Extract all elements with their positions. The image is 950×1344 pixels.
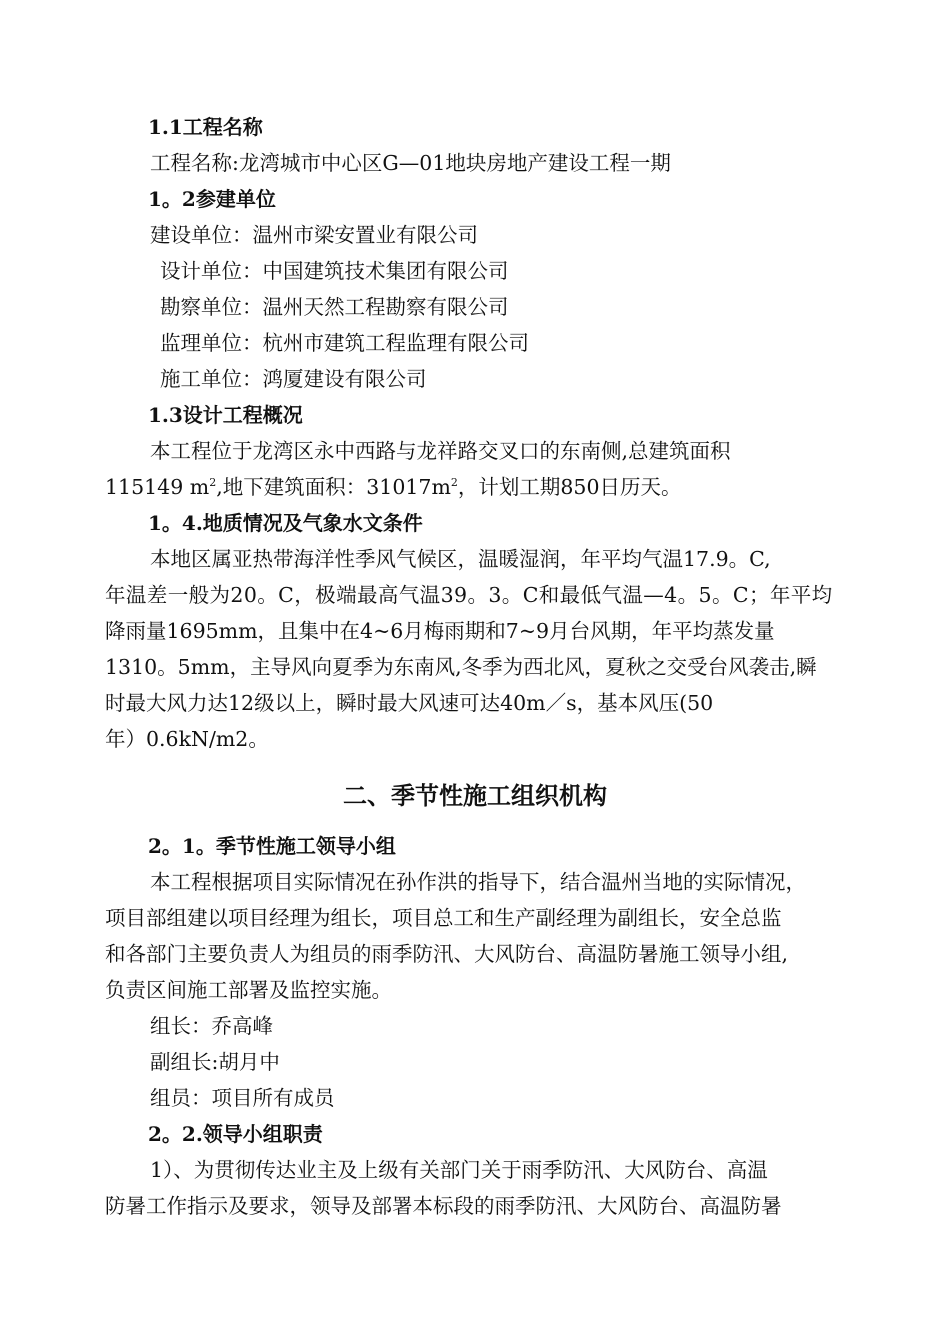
team-paragraph-line-1: 本工程根据项目实际情况在孙作洪的指导下，结合温州当地的实际情况， (150, 870, 806, 894)
team-leader: 组长：乔高峰 (150, 1014, 273, 1038)
team-paragraph-line-2: 项目部组建以项目经理为组长，项目总工和生产副经理为副组长，安全总监 (105, 906, 782, 930)
unit-contractor: 施工单位：鸿厦建设有限公司 (160, 367, 427, 391)
duties-line-1: 1）、为贯彻传达业主及上级有关部门关于雨季防汛、大风防台、高温 (150, 1158, 768, 1182)
area-underground: ,地下建筑面积：31017m (216, 475, 451, 499)
team-deputy-leader: 副组长:胡月中 (150, 1050, 280, 1074)
climate-line-6: 年）0.6kN/m2。 (105, 727, 269, 751)
unit-design: 设计单位：中国建筑技术集团有限公司 (160, 259, 509, 283)
area-total: 115149 m (105, 475, 210, 499)
unit-supervision: 监理单位：杭州市建筑工程监理有限公司 (160, 331, 529, 355)
project-name-line: 工程名称:龙湾城市中心区G—01地块房地产建设工程一期 (150, 151, 671, 175)
climate-line-4: 1310。5mm，主导风向夏季为东南风,冬季为西北风，夏秋之交受台风袭击,瞬 (105, 655, 817, 679)
section-heading-1-4: 1。4.地质情况及气象水文条件 (148, 511, 423, 535)
climate-line-2: 年温差一般为20。C，极端最高气温39。3。C和最低气温—4。5。C；年平均 (105, 583, 833, 607)
unit-survey: 勘察单位：温州天然工程勘察有限公司 (160, 295, 509, 319)
area-total-unit-sup: 2 (209, 476, 217, 490)
team-paragraph-line-4: 负责区间施工部署及监控实施。 (105, 978, 392, 1002)
section-heading-1-1: 1.1工程名称 (148, 115, 263, 139)
chapter-2-title: 二、季节性施工组织机构 (343, 781, 607, 810)
duties-line-2: 防暑工作指示及要求，领导及部署本标段的雨季防汛、大风防台、高温防暑 (105, 1194, 782, 1218)
team-members: 组员：项目所有成员 (150, 1086, 335, 1110)
area-underground-unit-sup: 2 (450, 476, 458, 490)
climate-line-3: 降雨量1695mm，且集中在4~6月梅雨期和7~9月台风期，年平均蒸发量 (105, 619, 775, 643)
overview-line-2 (105, 475, 682, 499)
unit-construction-owner: 建设单位：温州市梁安置业有限公司 (150, 223, 478, 247)
section-heading-2-2: 2。2.领导小组职责 (148, 1122, 323, 1146)
section-heading-1-2: 1。2参建单位 (148, 187, 276, 211)
section-heading-1-3: 1.3设计工程概况 (148, 403, 303, 427)
section-heading-2-1: 2。1。季节性施工领导小组 (148, 834, 396, 858)
schedule-text: ，计划工期850日历天。 (457, 475, 682, 499)
team-paragraph-line-3: 和各部门主要负责人为组员的雨季防汛、大风防台、高温防暑施工领导小组, (105, 942, 789, 966)
climate-line-5: 时最大风力达12级以上，瞬时最大风速可达40m／s，基本风压(50 (105, 691, 714, 715)
climate-line-1: 本地区属亚热带海洋性季风气候区，温暖湿润，年平均气温17.9。C, (150, 547, 771, 571)
overview-line-1: 本工程位于龙湾区永中西路与龙祥路交叉口的东南侧,总建筑面积 (150, 439, 731, 463)
